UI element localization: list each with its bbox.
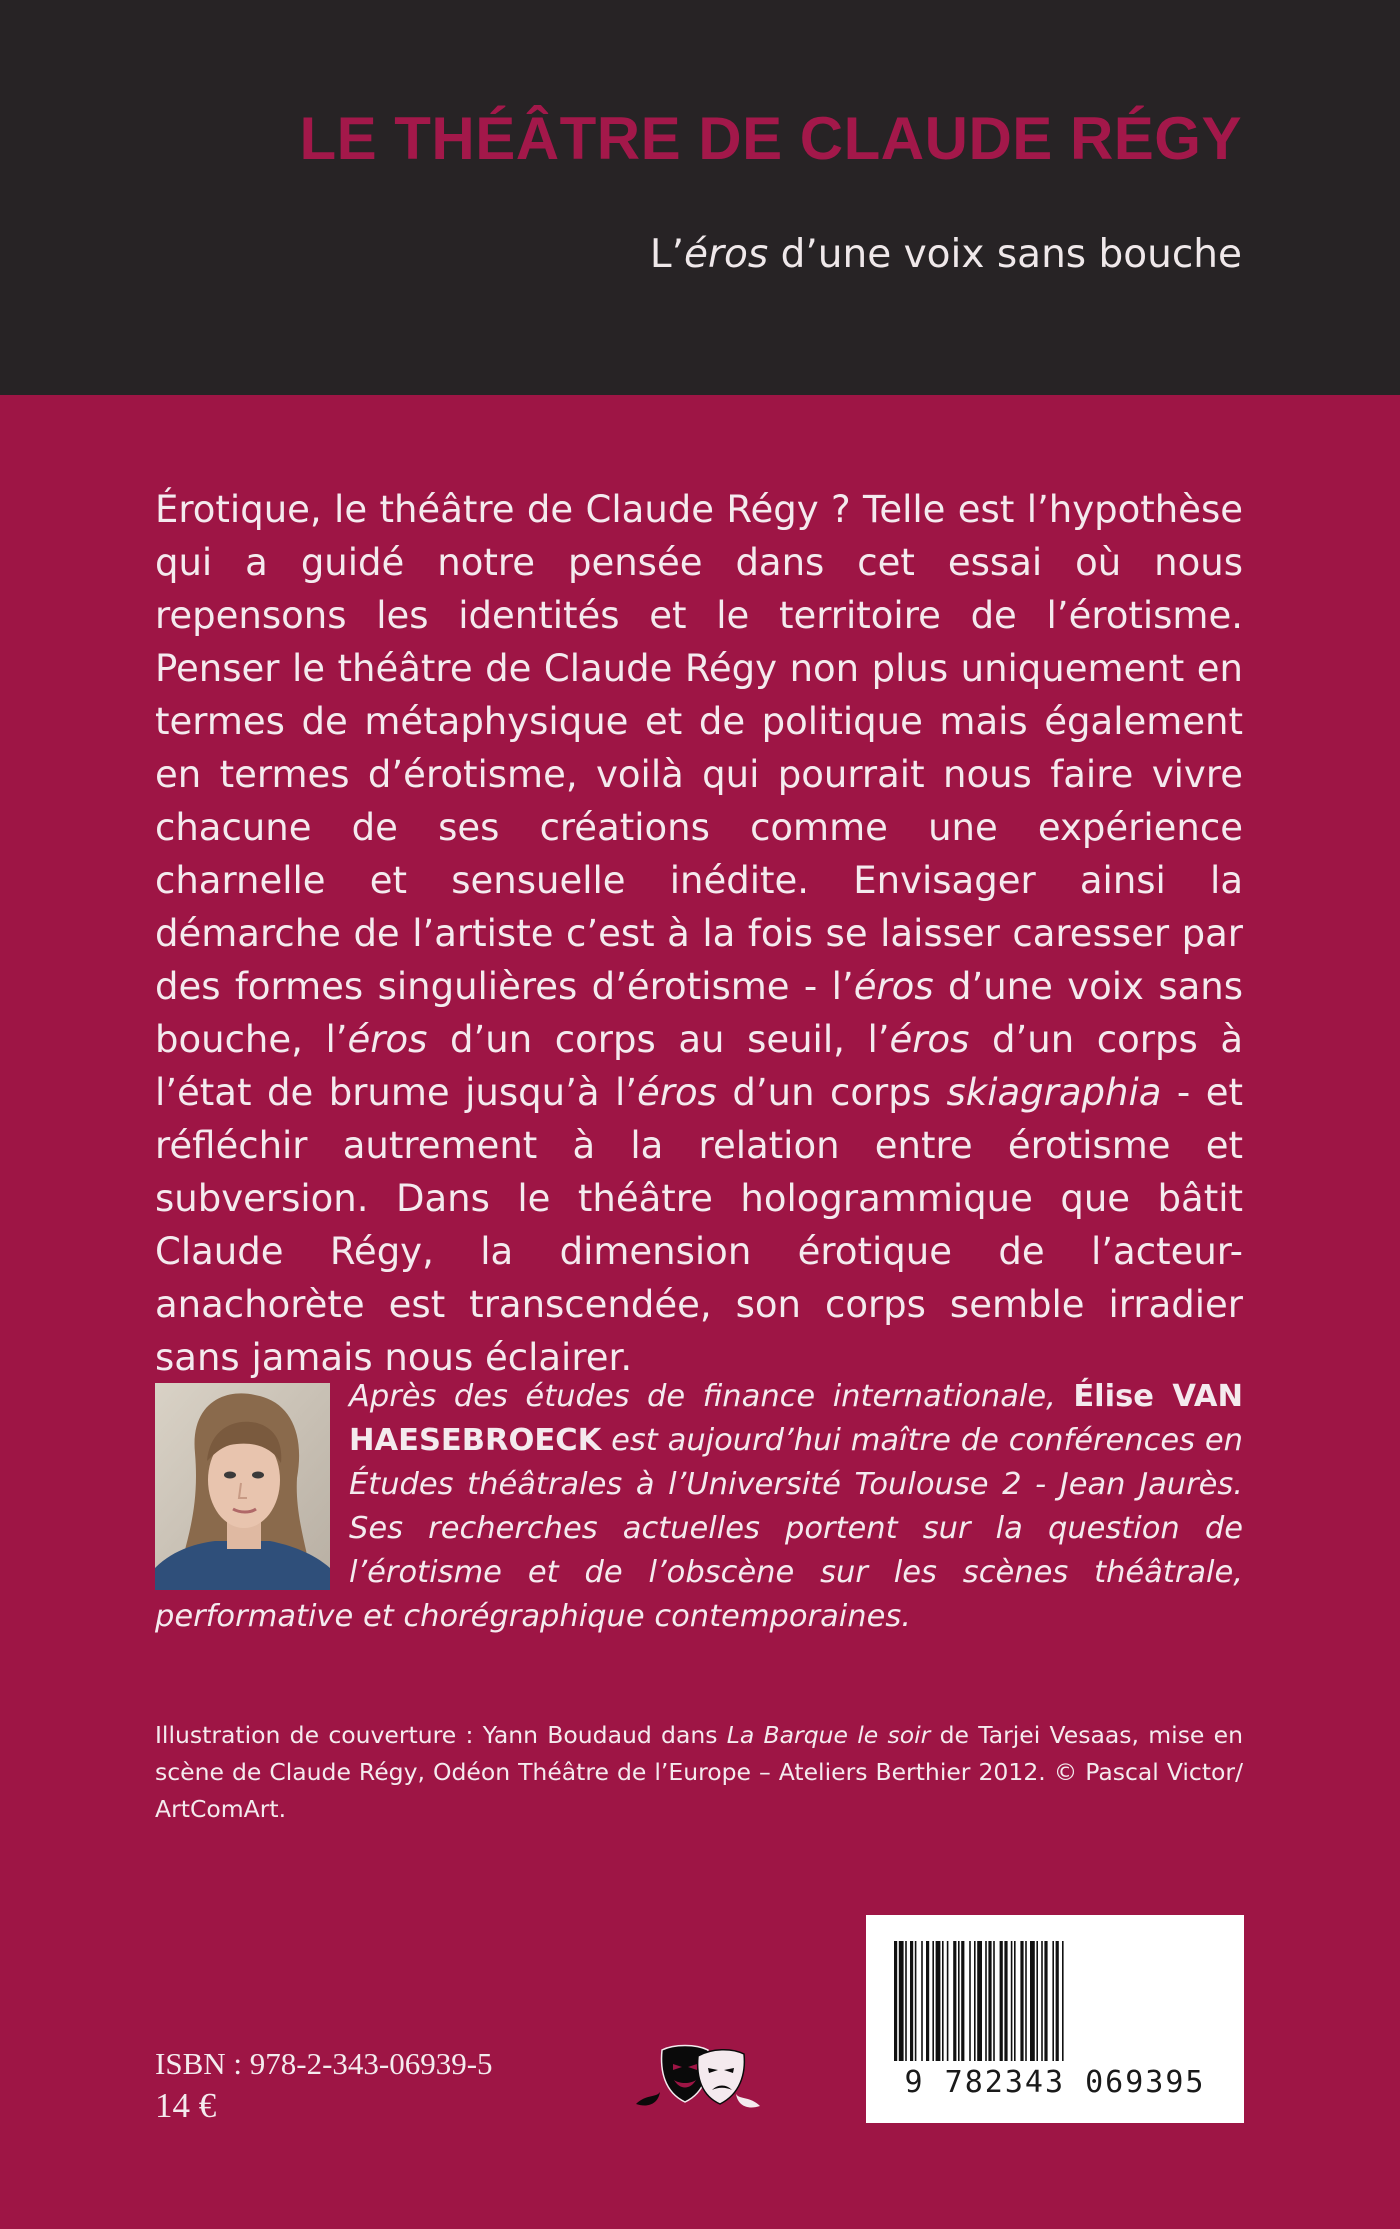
barcode-bar (1014, 1941, 1016, 2061)
barcode-bar (921, 1941, 923, 2061)
barcode (866, 1915, 1244, 2123)
barcode-bar (915, 1941, 917, 2061)
synopsis-part: d’un corps (716, 1071, 947, 1114)
barcode-bar (905, 1941, 907, 2061)
synopsis-em: skiagraphia (946, 1071, 1162, 1114)
subtitle-post: d’une voix sans bouche (768, 232, 1242, 277)
synopsis-part: d’une voix sans bouche, l’ (155, 965, 1243, 1061)
barcode-bar (974, 1941, 976, 2061)
synopsis-em: éros (853, 965, 934, 1008)
synopsis-part: Érotique, le théâtre de Claude Régy ? Telle est l’hypothèse qui a guidé notre pensée dans cet essai où nous repensons les identités et le territoire de l’érotisme. Penser le théâtre de Claude Régy non plus uniquement en termes de métaphysique et de politique mais également en termes d’érotisme, voilà qui pourrait nous faire vivre chacune de ses créations comme une expérience charnelle et sensuelle inédite. Envisager ainsi la démarche de l’artiste c’est à la fois se laisser caresser par des formes singulières d’érotisme - l’ (155, 488, 1243, 1008)
barcode-digits: 9 782343 069395 (904, 2065, 1206, 2100)
barcode-bar (1011, 1941, 1013, 2061)
barcode-bar (1000, 1941, 1003, 2061)
book-subtitle (650, 232, 1242, 277)
barcode-bar (1062, 1941, 1064, 2061)
barcode-bars (894, 1941, 1216, 2069)
barcode-bar (958, 1941, 960, 2061)
credit-part: Illustration de couverture : Yann Boudaud dans (155, 1721, 727, 1749)
synopsis-em: éros (347, 1018, 428, 1061)
barcode-bar (910, 1941, 913, 2061)
subtitle-pre: L’ (649, 232, 684, 277)
author-name: Élise VAN HAESEBROECK (349, 1379, 1243, 1458)
synopsis-part: d’un corps à l’état de brume jusqu’à l’ (155, 1018, 1244, 1114)
credit-part: de Tarjei Vesaas, mise en scène de Claude Régy, Odéon Théâtre de l’Europe – Ateliers Berthier 2012. © Pascal Victor/ ArtComArt. (155, 1721, 1244, 1823)
barcode-bar (936, 1941, 941, 2061)
synopsis-text (155, 483, 1243, 1384)
barcode-bar (969, 1941, 971, 2061)
synopsis-part: - et réfléchir autrement à la relation entre érotisme et subversion. Dans le théâtre hologrammique que bâtit Claude Régy, la dimension érotique de l’acteur-anachorète est transcendée, son corps semble irradier sans jamais nous éclairer. (155, 1071, 1243, 1379)
barcode-bar (942, 1941, 944, 2061)
barcode-bar (1020, 1941, 1023, 2061)
synopsis-em: éros (889, 1018, 970, 1061)
barcode-bar (899, 1941, 904, 2061)
barcode-bar (932, 1941, 934, 2061)
bio-part: est aujourd’hui maître de conférences en Études théâtrales à l’Université Toulouse 2 - Jean Jaurès. Ses recherches actuelles portent sur la question de l’érotisme et de l’obscène sur les scènes théâtrale, performative et chorégraphique contemporaines. (155, 1423, 1243, 1634)
barcode-bar (1036, 1941, 1038, 2061)
barcode-bar (1004, 1941, 1007, 2061)
barcode-bar (993, 1941, 995, 2061)
barcode-bar (953, 1941, 956, 2061)
theatre-masks-icon (628, 2034, 768, 2114)
synopsis-part: d’un corps au seuil, l’ (427, 1018, 890, 1061)
barcode-bar (1041, 1941, 1043, 2061)
barcode-bar (1025, 1941, 1027, 2061)
price: 14 € (155, 2086, 217, 2125)
subtitle-em: éros (684, 232, 769, 277)
credit-work-title: La Barque le soir (726, 1721, 931, 1749)
photo-spacer (155, 1375, 349, 1585)
author-bio (155, 1375, 1243, 1639)
barcode-bar (894, 1941, 897, 2061)
barcode-bar (1044, 1941, 1047, 2061)
synopsis-em: éros (637, 1071, 717, 1114)
cover-credit (155, 1717, 1243, 1828)
header-band (0, 0, 1400, 395)
barcode-bar (1056, 1941, 1059, 2061)
isbn: ISBN : 978-2-343-06939-5 (155, 2046, 493, 2081)
barcode-bar (988, 1941, 991, 2061)
barcode-bar (977, 1941, 982, 2061)
barcode-bar (961, 1941, 964, 2061)
barcode-bar (947, 1941, 949, 2061)
bio-part: Après des études de finance internationale, (349, 1379, 1074, 1414)
barcode-bar (1030, 1941, 1035, 2061)
barcode-bar (1052, 1941, 1054, 2061)
barcode-bar (985, 1941, 987, 2061)
barcode-bar (926, 1941, 929, 2061)
book-title: LE THÉÂTRE DE CLAUDE RÉGY (299, 105, 1242, 172)
